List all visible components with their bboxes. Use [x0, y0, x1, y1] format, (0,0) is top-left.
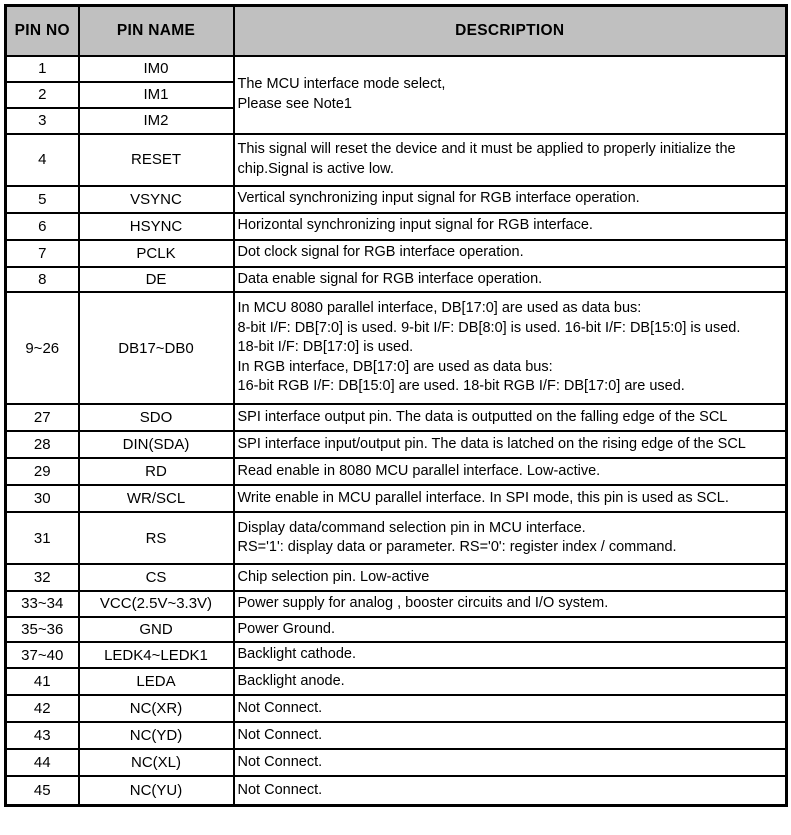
table-row — [6, 564, 787, 591]
pin-name-cell: HSYNC — [79, 213, 234, 240]
pin-name-cell: IM1 — [79, 82, 234, 108]
pin-description-table — [4, 4, 788, 807]
description-line: Dot clock signal for RGB interface operation. — [237, 244, 524, 261]
column-header-pin-no: PIN NO — [6, 6, 79, 56]
table-row — [6, 292, 787, 404]
description-line: SPI interface input/output pin. The data is latched on the rising edge of the SCL — [237, 435, 746, 452]
description-line: Display data/command selection pin in MCU interface. — [237, 519, 586, 536]
pin-name-cell: WR/SCL — [79, 485, 234, 512]
pin-name-cell: NC(YD) — [79, 722, 234, 749]
pin-no-cell: 42 — [6, 695, 79, 722]
table-row — [6, 617, 787, 643]
description-cell — [234, 186, 787, 213]
description-line: This signal will reset the device and it must be applied to properly initialize the — [237, 141, 736, 157]
description-cell — [234, 591, 787, 617]
pin-name-cell: DE — [79, 267, 234, 293]
column-header-description: DESCRIPTION — [234, 6, 787, 56]
pin-no-cell: 3 — [6, 108, 79, 134]
description-line: Not Connect. — [237, 781, 323, 798]
description-cell — [234, 240, 787, 267]
description-line: Write enable in MCU parallel interface. In SPI mode, this pin is used as SCL. — [237, 489, 729, 506]
table-row — [6, 56, 787, 82]
pin-no-cell: 29 — [6, 458, 79, 485]
header-row — [6, 6, 787, 56]
pin-no-cell: 28 — [6, 431, 79, 458]
pin-name-cell: RD — [79, 458, 234, 485]
description-cell — [234, 749, 787, 776]
table-row — [6, 722, 787, 749]
pin-no-cell: 27 — [6, 404, 79, 431]
pin-no-cell: 44 — [6, 749, 79, 776]
table-row — [6, 134, 787, 186]
description-line: Power Ground. — [237, 620, 336, 637]
description-cell — [234, 458, 787, 485]
pin-no-cell: 1 — [6, 56, 79, 82]
description-cell — [234, 776, 787, 805]
description-line: 8-bit I/F: DB[7:0] is used. 9-bit I/F: DB[8:0] is used. 16-bit I/F: DB[15:0] is used. — [237, 319, 741, 336]
pin-name-cell: NC(XL) — [79, 749, 234, 776]
pin-no-cell: 7 — [6, 240, 79, 267]
pin-name-cell: CS — [79, 564, 234, 591]
description-cell — [234, 431, 787, 458]
table-row — [6, 642, 787, 668]
description-line: Not Connect. — [237, 726, 323, 743]
table-row — [6, 213, 787, 240]
pin-no-cell: 5 — [6, 186, 79, 213]
table-row — [6, 458, 787, 485]
description-line: Chip selection pin. Low-active — [237, 568, 430, 585]
description-cell — [234, 267, 787, 293]
description-line: The MCU interface mode select, — [237, 76, 446, 92]
description-cell — [234, 213, 787, 240]
pin-name-cell: VCC(2.5V~3.3V) — [79, 591, 234, 617]
description-cell — [234, 722, 787, 749]
pin-no-cell: 2 — [6, 82, 79, 108]
pin-no-cell: 45 — [6, 776, 79, 805]
pin-name-cell: NC(YU) — [79, 776, 234, 805]
pin-no-cell: 8 — [6, 267, 79, 293]
column-header-pin-name: PIN NAME — [79, 6, 234, 56]
description-cell — [234, 134, 787, 186]
description-cell — [234, 642, 787, 668]
pin-no-cell: 6 — [6, 213, 79, 240]
table-row — [6, 591, 787, 617]
pin-name-cell: GND — [79, 617, 234, 643]
pin-no-cell: 33~34 — [6, 591, 79, 617]
pin-table-body — [6, 56, 787, 806]
description-line: Please see Note1 — [237, 95, 352, 112]
pin-name-cell: NC(XR) — [79, 695, 234, 722]
pin-name-cell: LEDA — [79, 668, 234, 695]
description-line: Backlight cathode. — [237, 646, 356, 663]
pin-name-cell: IM0 — [79, 56, 234, 82]
pin-no-cell: 43 — [6, 722, 79, 749]
table-row — [6, 485, 787, 512]
table-row — [6, 668, 787, 695]
pin-no-cell: 31 — [6, 512, 79, 564]
table-row — [6, 186, 787, 213]
pin-name-cell: DIN(SDA) — [79, 431, 234, 458]
description-cell — [234, 404, 787, 431]
pin-no-cell: 37~40 — [6, 642, 79, 668]
description-cell — [234, 564, 787, 591]
description-cell — [234, 485, 787, 512]
description-line: RS='1': display data or parameter. RS='0': register index / command. — [237, 539, 677, 555]
pin-no-cell: 4 — [6, 134, 79, 186]
table-row — [6, 695, 787, 722]
pin-name-cell: IM2 — [79, 108, 234, 134]
description-line: Read enable in 8080 MCU parallel interface. Low-active. — [237, 462, 601, 479]
pin-name-cell: DB17~DB0 — [79, 292, 234, 404]
pin-name-cell: RESET — [79, 134, 234, 186]
description-line: Not Connect. — [237, 699, 323, 716]
table-row — [6, 240, 787, 267]
description-cell — [234, 56, 787, 134]
description-line: Backlight anode. — [237, 672, 345, 689]
description-line: 18-bit I/F: DB[17:0] is used. — [237, 339, 414, 356]
table-row — [6, 749, 787, 776]
description-line: In RGB interface, DB[17:0] are used as data bus: — [237, 358, 553, 375]
pin-name-cell: SDO — [79, 404, 234, 431]
description-line: Vertical synchronizing input signal for RGB interface operation. — [237, 190, 640, 207]
pin-no-cell: 9~26 — [6, 292, 79, 404]
table-row — [6, 776, 787, 805]
description-cell — [234, 292, 787, 404]
pin-no-cell: 41 — [6, 668, 79, 695]
pin-name-cell: LEDK4~LEDK1 — [79, 642, 234, 668]
description-line: SPI interface output pin. The data is outputted on the falling edge of the SCL — [237, 408, 728, 425]
table-row — [6, 267, 787, 293]
description-line: Not Connect. — [237, 753, 323, 770]
description-line: Data enable signal for RGB interface operation. — [237, 270, 543, 287]
description-line: Horizontal synchronizing input signal for RGB interface. — [237, 217, 593, 234]
table-row — [6, 404, 787, 431]
description-cell — [234, 617, 787, 643]
description-cell — [234, 668, 787, 695]
description-line: 16-bit RGB I/F: DB[15:0] are used. 18-bit RGB I/F: DB[17:0] are used. — [237, 378, 685, 395]
pin-no-cell: 30 — [6, 485, 79, 512]
pin-name-cell: PCLK — [79, 240, 234, 267]
pin-name-cell: RS — [79, 512, 234, 564]
table-row — [6, 431, 787, 458]
pin-no-cell: 32 — [6, 564, 79, 591]
description-line: chip.Signal is active low. — [237, 160, 394, 177]
pin-no-cell: 35~36 — [6, 617, 79, 643]
pin-name-cell: VSYNC — [79, 186, 234, 213]
description-cell — [234, 695, 787, 722]
description-line: In MCU 8080 parallel interface, DB[17:0] are used as data bus: — [237, 300, 642, 317]
description-cell — [234, 512, 787, 564]
table-row — [6, 512, 787, 564]
description-line: Power supply for analog , booster circuits and I/O system. — [237, 595, 609, 611]
